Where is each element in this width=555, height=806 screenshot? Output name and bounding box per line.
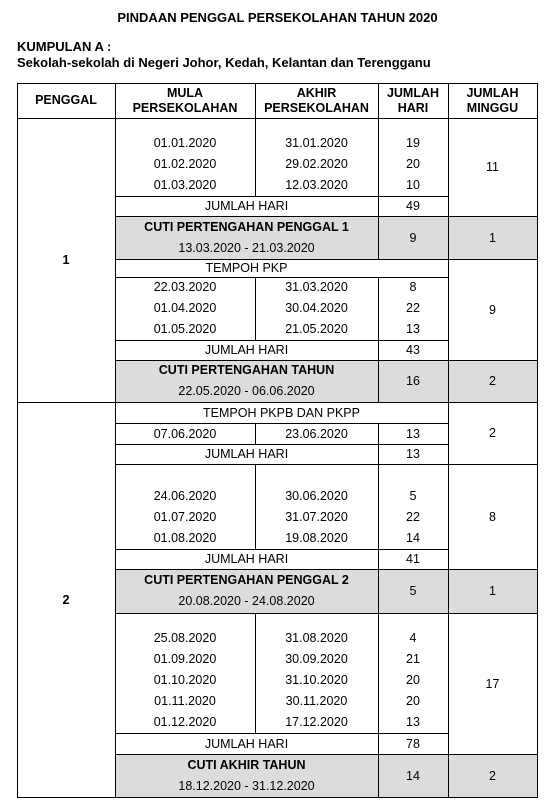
document-title: PINDAAN PENGGAL PERSEKOLAHAN TAHUN 2020: [117, 10, 438, 25]
b3-minggu: 2: [489, 426, 496, 440]
b4-jumlah: 41: [406, 552, 420, 566]
b1-akhir-line: 29.02.2020: [285, 157, 348, 171]
b3-hari: 13: [406, 426, 420, 441]
b3-jumlah: 13: [406, 447, 420, 461]
table-rule: [448, 259, 449, 402]
cuti2-minggu: 2: [448, 360, 537, 402]
table-rule: [115, 464, 538, 465]
b4-minggu: 8: [489, 509, 496, 524]
b5-akhir-line: 30.11.2020: [285, 694, 348, 708]
table-rule: [448, 118, 449, 259]
b3-akhir: 23.06.2020: [285, 426, 348, 441]
b2-akhir-line: 30.04.2020: [285, 301, 348, 315]
b2-akhir-line: 31.03.2020: [285, 280, 348, 294]
table-rule: [115, 83, 116, 798]
b4-akhir: [255, 485, 378, 549]
b5-hari: [378, 628, 448, 733]
cuti1-minggu: 1: [448, 216, 537, 259]
cuti3-hari: 5: [378, 569, 448, 613]
b2-hari-line: 13: [406, 322, 420, 336]
table-rule: [115, 277, 449, 278]
b2-mula-line: 01.05.2020: [153, 322, 217, 336]
b1-akhir-line: 12.03.2020: [285, 178, 348, 192]
b1-mula-line: 01.02.2020: [153, 157, 217, 171]
table-rule: [378, 464, 379, 569]
b4-hari-line: 14: [406, 530, 420, 545]
b5-jumlah: 78: [406, 736, 420, 751]
b1-mula-line: 01.01.2020: [153, 136, 217, 150]
table-rule: [255, 277, 256, 340]
table-rule: [115, 196, 449, 197]
table-rule: [537, 83, 538, 798]
b5-mula-line: 25.08.2020: [153, 631, 217, 645]
b4-mula: [115, 485, 255, 549]
cuti1-title-line: 13.03.2020 - 21.03.2020: [178, 240, 315, 255]
b2-mula-line: 22.03.2020: [153, 280, 217, 294]
b5-mula: [115, 628, 255, 733]
header-hari: JUMLAH HARI: [386, 85, 440, 115]
pkp-label: TEMPOH PKP: [205, 261, 288, 275]
table-rule: [17, 83, 538, 84]
b5-akhir: [255, 628, 378, 733]
table-rule: [378, 216, 379, 259]
table-rule: [115, 444, 449, 445]
b4-hari: [378, 485, 448, 549]
header-minggu: JUMLAH MINGGU: [466, 85, 519, 115]
cuti1-title-line: CUTI PERTENGAHAN PENGGAL 1: [144, 219, 349, 234]
b1-akhir: [255, 133, 378, 196]
b1-mula-line: 01.03.2020: [153, 178, 217, 192]
header-akhir: AKHIR PERSEKOLAHAN: [264, 85, 369, 115]
b2-akhir: [255, 277, 378, 340]
table-rule: [115, 613, 538, 614]
table-rule: [378, 754, 379, 797]
b5-akhir-line: 17.12.2020: [285, 715, 348, 729]
table-rule: [115, 402, 449, 403]
b4-hari-line: 5: [409, 488, 417, 503]
b1-akhir-line: 31.01.2020: [285, 136, 348, 150]
table-rule: [115, 549, 449, 550]
cuti3-minggu: 1: [448, 569, 537, 613]
b4-mula-line: 01.08.2020: [153, 530, 217, 545]
b2-hari-line: 8: [409, 280, 417, 294]
states-line: Sekolah-sekolah di Negeri Johor, Kedah, Kelantan dan Terengganu: [17, 55, 431, 70]
b5-jumlah-label: JUMLAH HARI: [204, 736, 289, 751]
table-rule: [115, 754, 538, 755]
cuti2-hari: 16: [378, 360, 448, 402]
cuti4-minggu: 2: [448, 754, 537, 797]
cuti4-title-line: 18.12.2020 - 31.12.2020: [178, 778, 315, 793]
b1-hari-line: 19: [406, 136, 420, 150]
cuti1-hari: 9: [378, 216, 448, 259]
b1-minggu: 11: [486, 160, 499, 174]
b1-hari-line: 20: [406, 157, 420, 171]
b5-mula-line: 01.10.2020: [153, 673, 217, 687]
cuti4-title: [115, 754, 378, 797]
cuti3-title-line: CUTI PERTENGAHAN PENGGAL 2: [144, 573, 349, 587]
b5-akhir-line: 30.09.2020: [285, 652, 348, 666]
b2-jumlah-label: JUMLAH HARI: [204, 343, 289, 357]
b3-jumlah-label: JUMLAH HARI: [204, 447, 289, 461]
b5-akhir-line: 31.08.2020: [285, 631, 348, 645]
table-rule: [17, 797, 538, 798]
cuti3-title-line: 20.08.2020 - 24.08.2020: [178, 594, 315, 608]
b5-hari-line: 21: [406, 652, 420, 666]
table-rule: [255, 613, 256, 733]
b5-hari-line: 20: [406, 673, 420, 687]
cuti3-title: [115, 569, 378, 613]
b5-mula-line: 01.12.2020: [153, 715, 217, 729]
group-label: KUMPULAN A :: [17, 39, 112, 54]
b5-mula-line: 01.09.2020: [153, 652, 217, 666]
cuti2-title-line: 22.05.2020 - 06.06.2020: [178, 384, 315, 398]
b1-jumlah-label: JUMLAH HARI: [204, 199, 289, 213]
header-mula: MULA PERSEKOLAHAN: [132, 85, 238, 115]
b5-mula-line: 01.11.2020: [154, 694, 216, 708]
table-rule: [448, 83, 449, 118]
pkpb-label: TEMPOH PKPB DAN PKPP: [203, 405, 360, 420]
b5-hari-line: 13: [406, 715, 420, 729]
b4-mula-line: 24.06.2020: [153, 488, 217, 503]
table-rule: [115, 569, 538, 570]
b2-hari: [378, 277, 448, 340]
table-rule: [255, 83, 256, 118]
penggal-2: 2: [62, 592, 70, 607]
table-rule: [255, 118, 256, 196]
table-rule: [255, 464, 256, 549]
b2-mula-line: 01.04.2020: [153, 301, 217, 315]
penggal-1: 1: [62, 253, 70, 267]
table-rule: [115, 423, 449, 424]
cuti1-title: [115, 216, 378, 259]
b1-mula: [115, 133, 255, 196]
table-rule: [115, 259, 538, 260]
table-rule: [378, 360, 379, 402]
cuti2-title: [115, 360, 378, 402]
b2-akhir-line: 21.05.2020: [285, 322, 348, 336]
b4-hari-line: 22: [406, 509, 420, 524]
table-rule: [17, 83, 18, 798]
table-rule: [255, 423, 256, 444]
b3-mula: 07.06.2020: [153, 426, 217, 441]
cuti4-hari: 14: [378, 754, 448, 797]
b4-akhir-line: 30.06.2020: [285, 488, 348, 503]
b2-minggu: 9: [489, 302, 496, 317]
b4-jumlah-label: JUMLAH HARI: [204, 552, 289, 566]
b5-hari-line: 20: [406, 694, 420, 708]
cuti4-title-line: CUTI AKHIR TAHUN: [187, 757, 306, 772]
header-penggal: PENGGAL: [35, 93, 97, 107]
b1-hari: [378, 133, 448, 196]
b5-hari-line: 4: [409, 631, 417, 645]
b2-jumlah: 43: [406, 343, 420, 357]
table-rule: [448, 402, 449, 797]
b1-jumlah: 49: [406, 199, 420, 213]
b4-akhir-line: 31.07.2020: [285, 509, 348, 524]
b4-akhir-line: 19.08.2020: [285, 530, 348, 545]
table-rule: [17, 118, 538, 119]
b2-mula: [115, 277, 255, 340]
table-rule: [378, 569, 379, 613]
table-rule: [115, 340, 449, 341]
cuti2-title-line: CUTI PERTENGAHAN TAHUN: [158, 363, 335, 377]
b1-hari-line: 10: [406, 178, 420, 192]
table-rule: [115, 733, 449, 734]
table-rule: [115, 360, 538, 361]
b5-akhir-line: 31.10.2020: [285, 673, 348, 687]
b4-mula-line: 01.07.2020: [153, 509, 217, 524]
b5-minggu: 17: [485, 676, 500, 691]
table-rule: [115, 216, 538, 217]
b2-hari-line: 22: [406, 301, 420, 315]
table-rule: [378, 277, 379, 360]
